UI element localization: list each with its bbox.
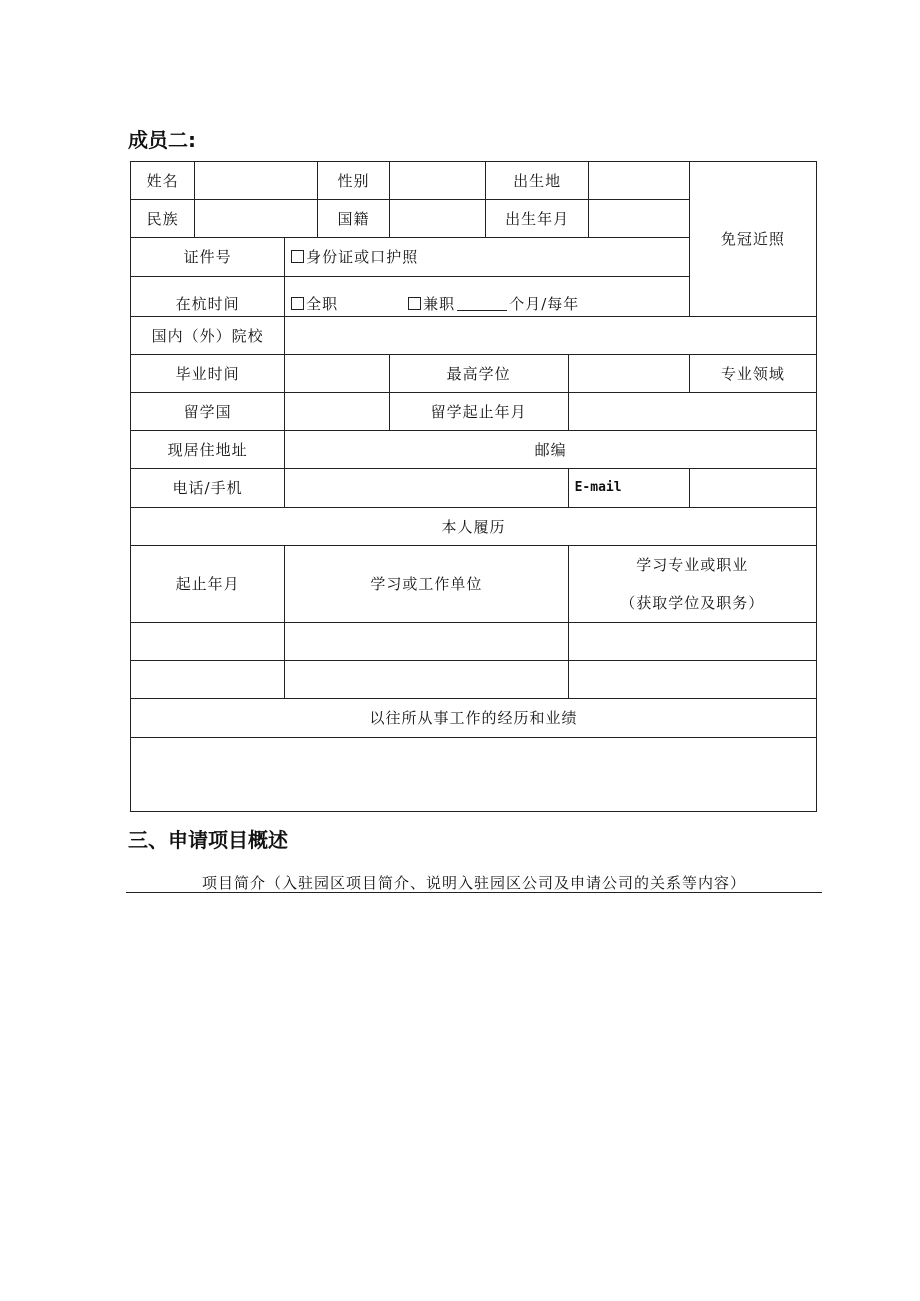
time-in-hangzhou-label: 在杭时间 xyxy=(131,276,285,316)
nationality-label: 国籍 xyxy=(318,200,389,238)
id-card-option-label: 身份证或 xyxy=(306,248,371,267)
resume-header: 本人履历 xyxy=(131,507,817,545)
member-title: 成员二: xyxy=(128,128,196,152)
experience-field[interactable] xyxy=(131,737,817,811)
resume-major-cell[interactable] xyxy=(568,623,816,661)
highest-degree-label: 最高学位 xyxy=(389,354,568,392)
id-card-checkbox[interactable] xyxy=(291,250,304,263)
gender-label: 性别 xyxy=(318,162,389,200)
study-country-label: 留学国 xyxy=(131,393,285,431)
experience-header: 以往所从事工作的经历和业绩 xyxy=(131,699,817,737)
gender-field[interactable] xyxy=(389,162,485,200)
parttime-suffix: 个月/每年 xyxy=(509,294,580,313)
id-number-label: 证件号 xyxy=(131,238,285,276)
name-field[interactable] xyxy=(195,162,318,200)
major-field-label: 专业领域 xyxy=(689,354,816,392)
resume-unit-cell[interactable] xyxy=(285,623,568,661)
phone-label: 电话/手机 xyxy=(131,469,285,507)
passport-option-box[interactable]: 口 xyxy=(370,248,387,267)
parttime-label: 兼职 xyxy=(423,294,456,313)
birth-date-label: 出生年月 xyxy=(485,200,588,238)
birthplace-field[interactable] xyxy=(589,162,689,200)
birthplace-label: 出生地 xyxy=(485,162,588,200)
photo-box[interactable]: 免冠近照 xyxy=(689,162,816,317)
months-per-year-blank[interactable] xyxy=(457,296,507,311)
address-label: 现居住地址 xyxy=(131,431,285,469)
resume-major-cell[interactable] xyxy=(568,661,816,699)
school-field[interactable] xyxy=(285,316,817,354)
project-intro-line[interactable]: 项目简介（入驻园区项目简介、说明入驻园区公司及申请公司的关系等内容） xyxy=(126,872,822,893)
graduation-time-label: 毕业时间 xyxy=(131,354,285,392)
study-period-field[interactable] xyxy=(568,393,816,431)
resume-unit-cell[interactable] xyxy=(285,661,568,699)
email-field[interactable] xyxy=(689,469,816,507)
email-label: E-mail xyxy=(568,469,689,507)
phone-field[interactable] xyxy=(285,469,568,507)
graduation-time-field[interactable] xyxy=(285,354,389,392)
resume-period-cell[interactable] xyxy=(131,623,285,661)
resume-period-header: 起止年月 xyxy=(131,545,285,622)
resume-unit-header: 学习或工作单位 xyxy=(285,545,568,622)
employment-options xyxy=(285,276,690,316)
fulltime-checkbox[interactable] xyxy=(291,297,304,310)
ethnicity-label: 民族 xyxy=(131,200,195,238)
member-info-form xyxy=(130,161,817,812)
resume-major-line1: 学习专业或职业 xyxy=(636,555,749,574)
highest-degree-field[interactable] xyxy=(568,354,689,392)
school-label: 国内（外）院校 xyxy=(131,316,285,354)
resume-major-header xyxy=(568,545,816,622)
fulltime-label: 全职 xyxy=(306,294,339,313)
birth-date-field[interactable] xyxy=(589,200,689,238)
ethnicity-field[interactable] xyxy=(195,200,318,238)
resume-major-line2: （获取学位及职务） xyxy=(620,593,765,612)
nationality-field[interactable] xyxy=(389,200,485,238)
study-period-label: 留学起止年月 xyxy=(389,393,568,431)
passport-option-label: 护照 xyxy=(386,248,419,267)
study-country-field[interactable] xyxy=(285,393,389,431)
resume-period-cell[interactable] xyxy=(131,661,285,699)
section-title: 三、申请项目概述 xyxy=(128,828,288,852)
postcode-label: 邮编 xyxy=(285,431,817,469)
id-type-options xyxy=(285,238,690,276)
parttime-checkbox[interactable] xyxy=(408,297,421,310)
name-label: 姓名 xyxy=(131,162,195,200)
